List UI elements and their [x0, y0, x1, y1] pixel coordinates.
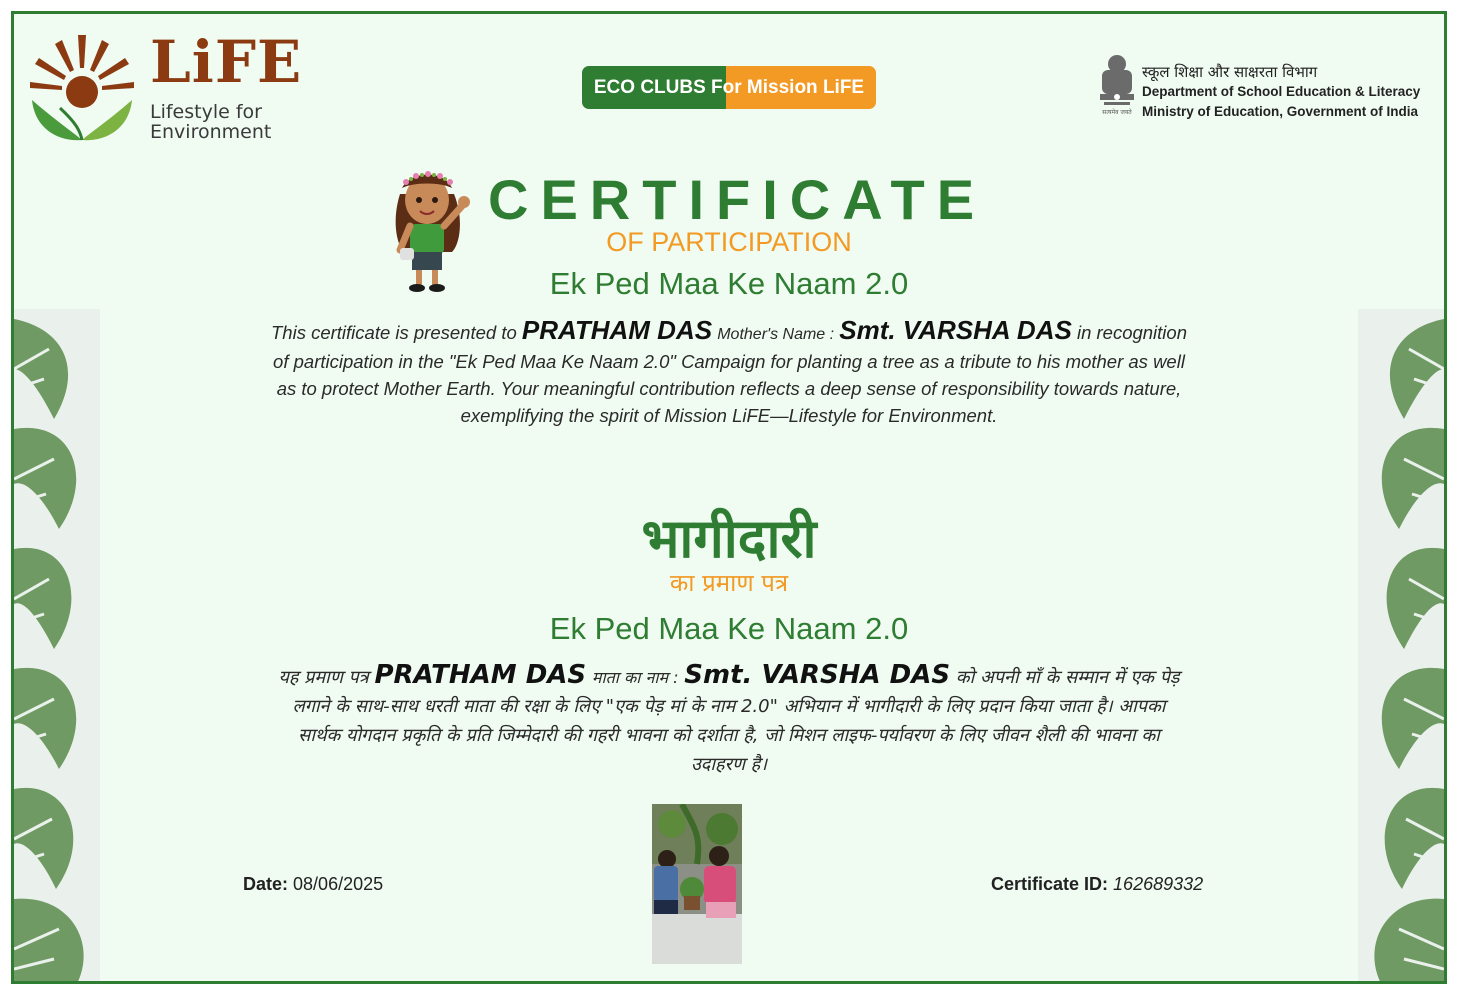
hindi-intro-text: यह प्रमाण पत्र — [278, 667, 369, 688]
certificate-id — [991, 874, 1203, 895]
certificate-id-label: Certificate ID: — [991, 874, 1109, 894]
department-name: Department of School Education & Literacy — [1142, 84, 1421, 99]
life-logo-subtitle-line2: Environment — [150, 121, 272, 143]
department-hindi-name: स्कूल शिक्षा और साक्षरता विभाग — [1142, 63, 1318, 81]
certificate-subtitle: OF PARTICIPATION — [606, 227, 852, 257]
issue-date — [243, 874, 383, 895]
mother-name: Smt. VARSHA DAS — [839, 315, 1072, 345]
campaign-name-english: Ek Ped Maa Ke Naam 2.0 — [549, 266, 909, 301]
eco-clubs-badge: ECO CLUBS For Mission LiFE — [582, 66, 876, 109]
mother-name-label: Mother's Name : — [717, 326, 835, 343]
hindi-certificate-title: भागीदारी — [641, 507, 817, 570]
svg-text:सत्यमेव जयते: सत्यमेव जयते — [1102, 109, 1132, 116]
hindi-mother-name-label: माता का नाम : — [591, 668, 679, 687]
life-logo-subtitle-line1: Lifestyle for — [150, 101, 262, 123]
english-body-text: in recognition of participation in the "Ek Ped Maa Ke Naam 2.0" Campaign for planting a tree as a tribute to his mother as well as to protect Mother Earth. Your meaningful contribution reflects a deep sense of responsibility towards nature, exemplifying the spirit of Mission LiFE—Lifestyle for Environment. — [273, 322, 1187, 426]
english-intro-text: This certificate is presented to — [271, 322, 517, 343]
hindi-certificate-subtitle: का प्रमाण पत्र — [669, 569, 789, 597]
hindi-body-text: को अपनी माँ के सम्मान में एक पेड़ लगाने के साथ-साथ धरती माता की रक्षा के लिए "एक पेड़ मां के नाम 2.0" अभियान में भागीदारी के लिए प्रदान किया जाता है। आपका सार्थक योगदान प्रकृति के प्रति जिम्मेदारी की गहरी भावना को दर्शाता है, जो मिशन लाइफ-पर्यावरण के लिए जीवन शैली की भावना का उदाहरण है। — [292, 667, 1180, 775]
national-emblem-icon — [1096, 52, 1138, 118]
campaign-name-hindi-section: Ek Ped Maa Ke Naam 2.0 — [549, 611, 909, 646]
english-certificate-text — [270, 317, 1188, 429]
date-value: 08/06/2025 — [293, 874, 384, 894]
certificate-title: CERTIFICATE — [488, 168, 987, 231]
participant-name: PRATHAM DAS — [521, 315, 713, 345]
date-label: Date: — [243, 874, 289, 894]
ministry-name: Ministry of Education, Government of India — [1142, 104, 1419, 119]
hindi-certificate-text — [270, 661, 1188, 779]
participant-name-hindi-section: PRATHAM DAS — [374, 660, 587, 690]
mother-name-hindi-section: Smt. VARSHA DAS — [684, 660, 951, 690]
life-logo-word: LiFE — [150, 28, 303, 96]
tree-planting-photo — [652, 804, 742, 964]
certificate-id-value: 162689332 — [1113, 874, 1204, 894]
